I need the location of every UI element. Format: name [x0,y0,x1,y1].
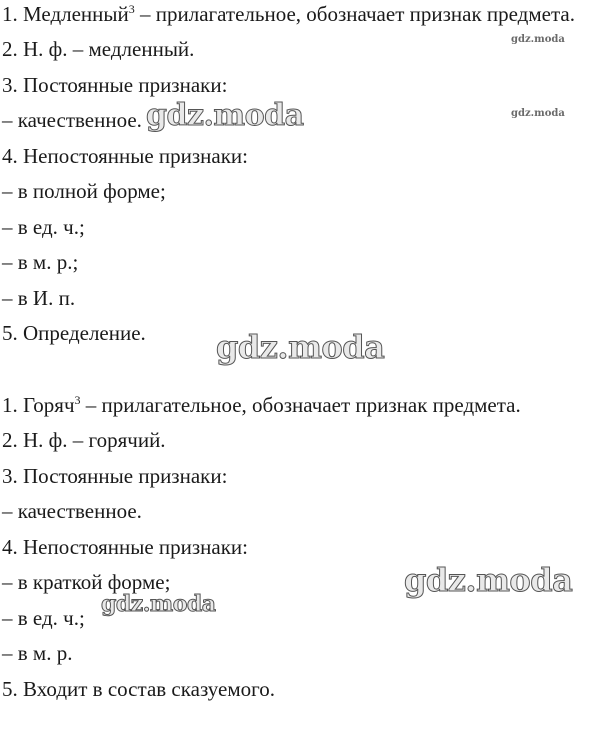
b2-line-1-text: 1. Горяч [2,393,75,417]
b2-line-1-rest: – прилагательное, обозначает признак предмета. [80,393,521,417]
b2-line-3: 3. Постоянные признаки: [2,464,228,488]
watermark-large-2: gdz.moda [216,328,385,366]
b1-line-2: 2. Н. ф. – медленный. [2,37,195,61]
b1-line-5: 4. Непостоянные признаки: [2,144,248,168]
b1-line-1 [2,1,575,27]
b2-line-1-sup: 3 [74,393,81,407]
b1-line-10: 5. Определение. [2,321,146,345]
watermark-small-mid: gdz.moda [511,108,565,119]
b2-line-7: – в ед. ч.; [2,606,85,630]
watermark-large-1: gdz.moda [146,98,304,133]
b1-line-3: 3. Постоянные признаки: [2,73,228,97]
b1-line-4: – качественное. [2,108,142,132]
b1-line-8: – в м. р.; [2,250,79,274]
b2-line-4: – качественное. [2,499,142,523]
b2-line-5: 4. Непостоянные признаки: [2,535,248,559]
b1-line-6: – в полной форме; [2,179,166,203]
watermark-small-top: gdz.moda [511,34,565,45]
watermark-medium: gdz.moda [101,591,216,617]
b2-line-1 [2,392,521,418]
watermark-large-3: gdz.moda [404,561,573,599]
b2-line-9: 5. Входит в состав сказуемого. [2,677,275,701]
b1-line-1-rest: – прилагательное, обозначает признак предмета. [134,2,575,26]
b2-line-6: – в краткой форме; [2,570,171,594]
b1-line-9: – в И. п. [2,286,76,310]
b2-line-8: – в м. р. [2,641,73,665]
b1-line-1-text: 1. Медленный [2,2,129,26]
b2-line-2: 2. Н. ф. – горячий. [2,428,166,452]
b1-line-7: – в ед. ч.; [2,215,85,239]
b1-line-1-sup: 3 [128,2,135,16]
